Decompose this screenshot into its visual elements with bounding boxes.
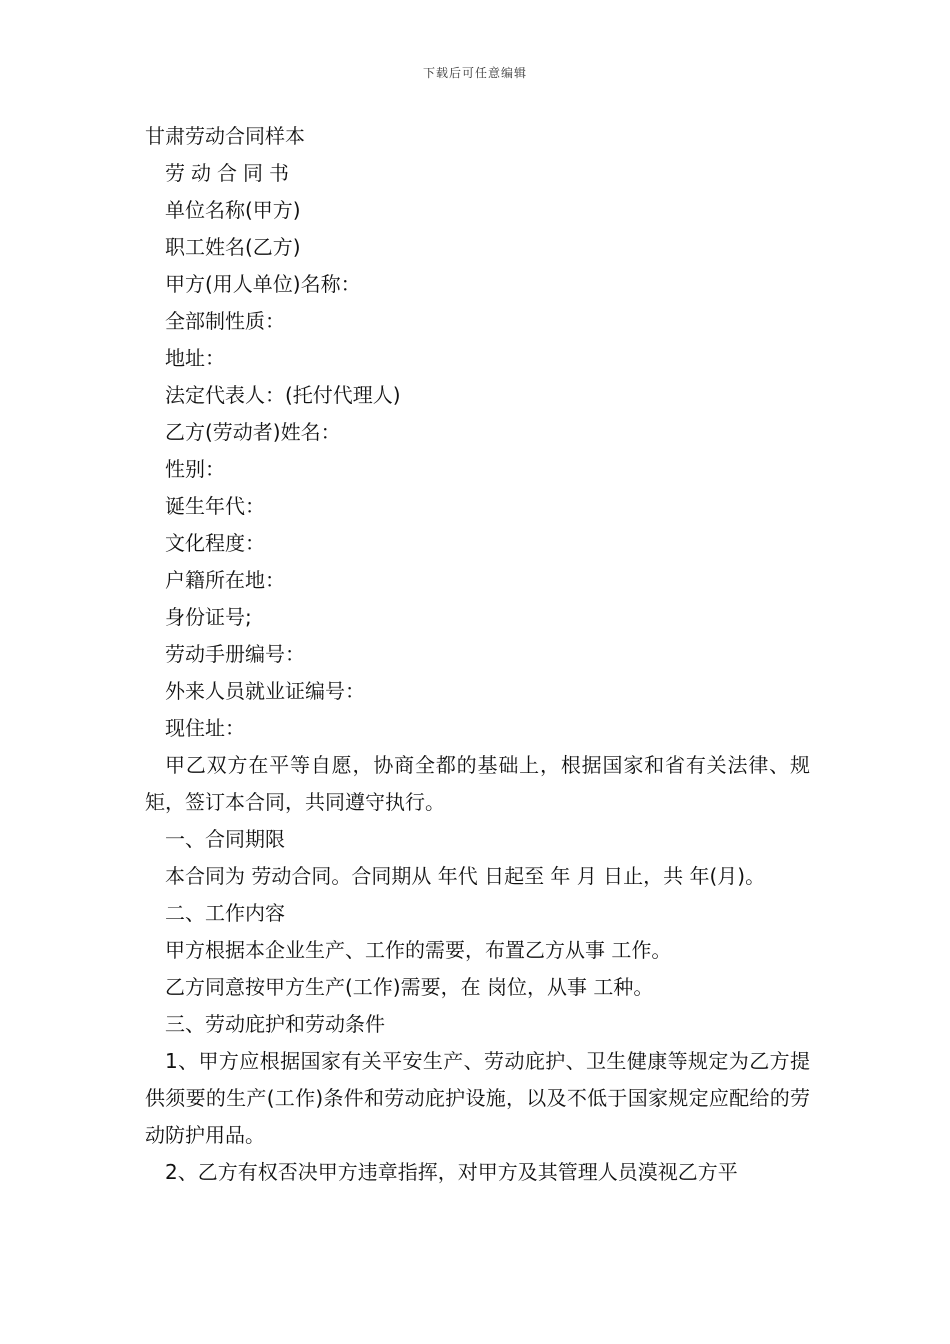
section-3-heading: 三、劳动庇护和劳动条件 xyxy=(165,1012,385,1036)
document-subtitle: 劳动合同书 xyxy=(165,161,295,185)
field-current-address: 现住址： xyxy=(165,716,245,740)
section-3-item-1: 1、甲方应根据国家有关平安生产、劳动庇护、卫生健康等规定为乙方提供须要的生产(工作)条件和劳动庇护设施，以及不低于国家规定应配给的劳动防护用品。 xyxy=(145,1049,810,1147)
field-household-registration: 户籍所在地： xyxy=(165,568,285,592)
field-employee-name: 职工姓名(乙方) xyxy=(165,235,301,259)
field-ownership-type: 全部制性质： xyxy=(165,309,285,333)
document-title: 甘肃劳动合同样本 xyxy=(145,124,305,148)
field-birth-date: 诞生年代： xyxy=(165,494,265,518)
field-employment-permit-number: 外来人员就业证编号： xyxy=(165,679,365,703)
section-3-item-2: 2、乙方有权否决甲方违章指挥，对甲方及其管理人员漠视乙方平 xyxy=(165,1160,738,1184)
section-1-text: 本合同为 劳动合同。合同期从 年代 日起至 年 月 日止，共 年(月)。 xyxy=(165,864,766,888)
field-party-a-name: 甲方(用人单位)名称： xyxy=(165,272,361,296)
section-2-text-2: 乙方同意按甲方生产(工作)需要，在 岗位，从事 工种。 xyxy=(165,975,654,999)
field-legal-representative: 法定代表人：(托付代理人) xyxy=(165,383,401,407)
section-2-text-1: 甲方根据本企业生产、工作的需要，布置乙方从事 工作。 xyxy=(165,938,672,962)
field-labor-handbook-number: 劳动手册编号： xyxy=(165,642,305,666)
field-address: 地址： xyxy=(165,346,225,370)
field-party-b-name: 乙方(劳动者)姓名： xyxy=(165,420,341,444)
field-gender: 性别： xyxy=(165,457,225,481)
document-body xyxy=(145,118,810,1191)
section-1-heading: 一、合同期限 xyxy=(165,827,285,851)
section-2-heading: 二、工作内容 xyxy=(165,901,285,925)
intro-paragraph: 甲乙双方在平等自愿，协商全都的基础上，根据国家和省有关法律、规矩，签订本合同，共同遵守执行。 xyxy=(145,753,810,814)
field-id-number: 身份证号; xyxy=(165,605,252,629)
field-employer-name: 单位名称(甲方) xyxy=(165,198,301,222)
field-education: 文化程度： xyxy=(165,531,265,555)
header-note: 下载后可任意编辑 xyxy=(422,66,527,80)
